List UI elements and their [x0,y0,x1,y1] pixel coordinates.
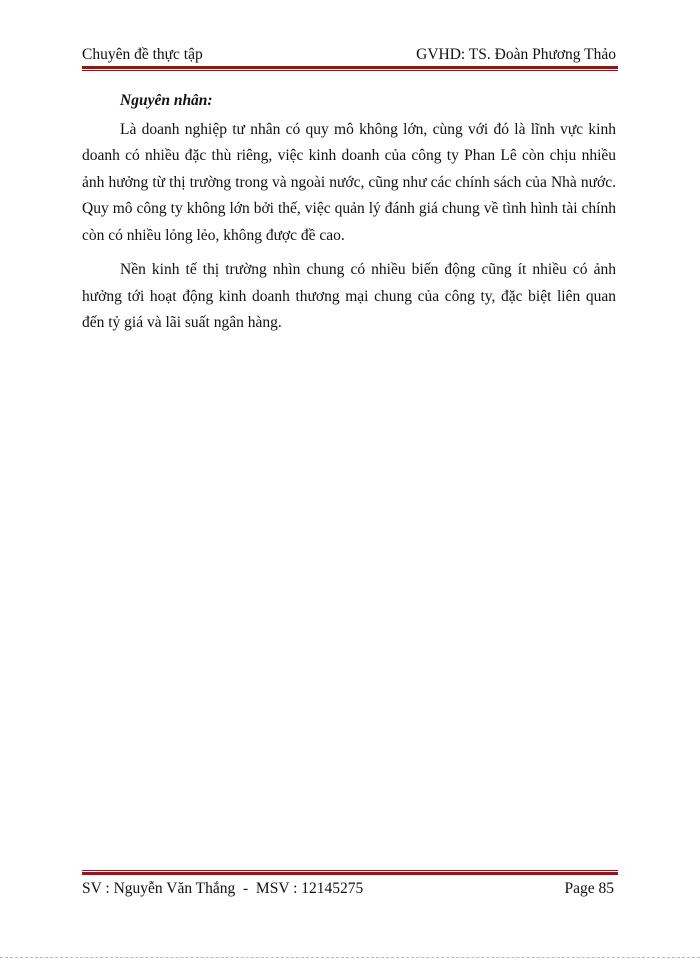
footer-student-info: SV : Nguyễn Văn Thắng - MSV : 12145275 [82,880,364,897]
footer-divider [82,870,618,875]
page-footer [82,878,616,900]
body-paragraph-1: Là doanh nghiệp tư nhân có quy mô không lớn, cùng với đó là lĩnh vực kinh doanh có nhiều đặc thù riêng, việc kinh doanh của công ty Phan Lê còn chịu nhiều ảnh hưởng từ thị trường trong và ngoài nước, cũng như các chính sách của Nhà nước. Quy mô công ty không lớn bởi thế, việc quản lý đánh giá chung về tình hình tài chính còn có nhiều lỏng lẻo, không được đề cao. [82,120,616,244]
page-bottom-edge [0,957,700,958]
section-heading: Nguyên nhân: [120,92,213,109]
header-divider-thick [82,66,618,69]
header-title: Chuyên đề thực tập [82,46,203,63]
footer-divider-thin [82,870,618,871]
page-header [82,44,616,66]
header-divider-thin [82,70,618,71]
header-supervisor: GVHD: TS. Đoàn Phương Thảo [416,46,616,63]
header-divider [82,66,618,71]
page-body [82,88,616,345]
body-paragraph-2: Nền kinh tế thị trường nhìn chung có nhiều biến động cũng ít nhiều có ảnh hưởng tới hoạt động kinh doanh thương mại chung của công ty, đặc biệt liên quan đến tỷ giá và lãi suất ngân hàng. [82,261,616,331]
page-number: Page 85 [564,880,614,897]
footer-divider-thick [82,872,618,875]
